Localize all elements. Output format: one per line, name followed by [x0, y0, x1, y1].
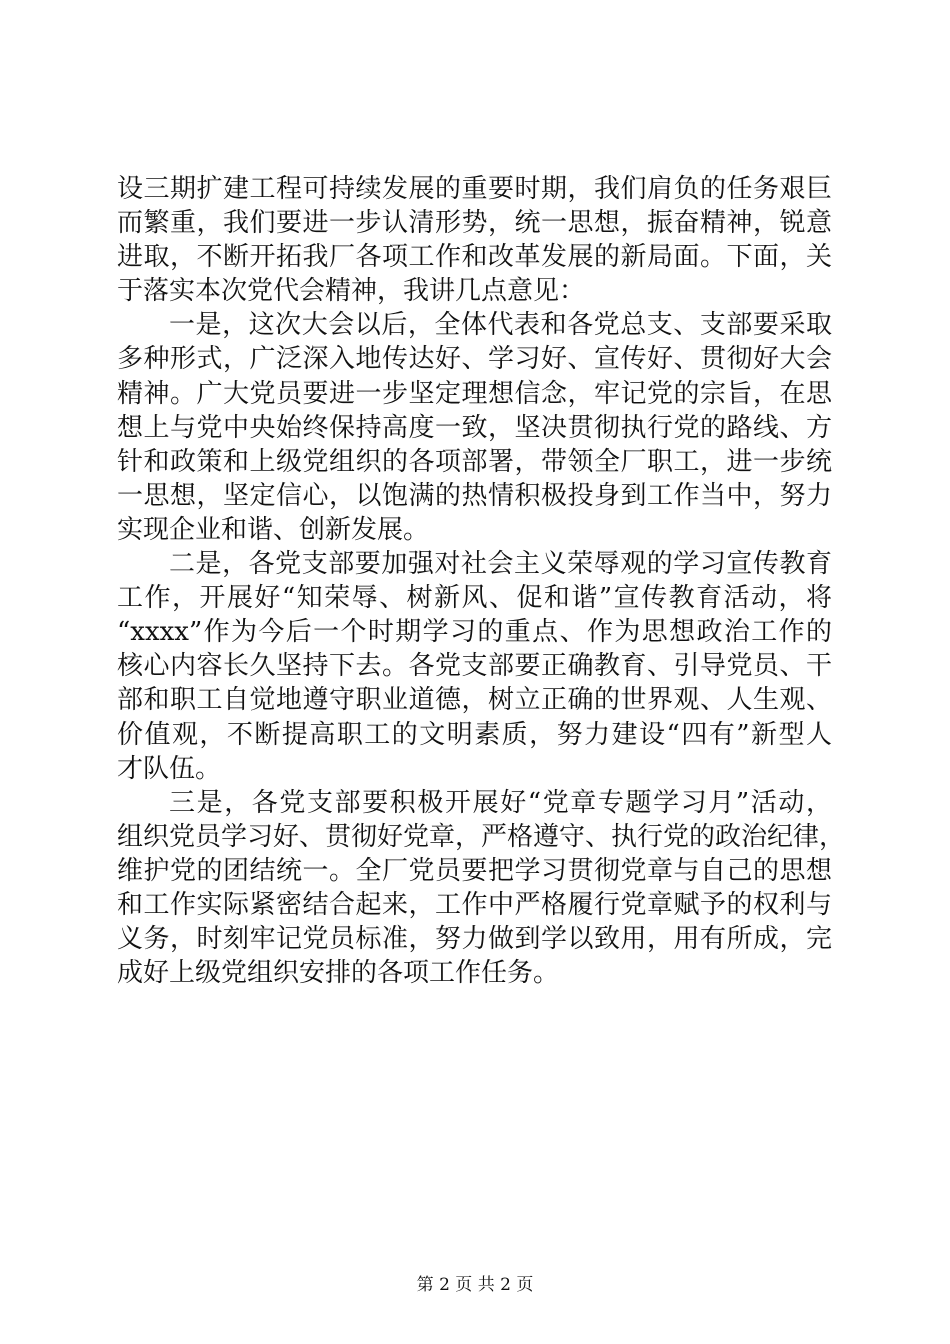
- page-number-label: 第 2 页 共 2 页: [416, 1275, 534, 1295]
- text-line: 成好上级党组织安排的各项工作任务。: [117, 958, 560, 989]
- text-line: 义务，时刻牢记党员标准，努力做到学以致用，用有所成，完: [117, 924, 832, 955]
- text-line: 多种形式，广泛深入地传达好、学习好、宣传好、贯彻好大会: [117, 344, 832, 375]
- text-line: 核心内容长久坚持下去。各党支部要正确教育、引导党员、干: [117, 651, 832, 682]
- text-line: 想上与党中央始终保持高度一致，坚决贯彻执行党的路线、方: [117, 412, 832, 443]
- text-line: 维护党的团结统一。全厂党员要把学习贯彻党章与自己的思想: [117, 855, 832, 886]
- text-line: “xxxx”作为今后一个时期学习的重点、作为思想政治工作的: [117, 617, 832, 648]
- text-line: 一思想，坚定信心，以饱满的热情积极投身到工作当中，努力: [117, 480, 832, 511]
- text-line: 设三期扩建工程可持续发展的重要时期，我们肩负的任务艰巨: [117, 174, 832, 204]
- text-line: 实现企业和谐、创新发展。: [117, 514, 430, 545]
- paragraph-first-line: 一是，这次大会以后，全体代表和各党总支、支部要采取: [169, 310, 832, 341]
- text-line: 价值观，不断提高职工的文明素质，努力建设“四有”新型人: [117, 719, 832, 750]
- text-line: 精神。广大党员要进一步坚定理想信念，牢记党的宗旨，在思: [117, 378, 832, 409]
- text-line: 才队伍。: [117, 753, 222, 784]
- text-line: 而繁重，我们要进一步认清形势，统一思想，振奋精神，锐意: [117, 208, 832, 239]
- page-footer: [0, 1270, 950, 1295]
- text-line: 针和政策和上级党组织的各项部署，带领全厂职工，进一步统: [117, 446, 832, 477]
- text-line: 于落实本次党代会精神，我讲几点意见：: [117, 276, 586, 307]
- text-line: 进取，不断开拓我厂各项工作和改革发展的新局面。下面，关: [117, 242, 832, 273]
- document-body: [117, 172, 846, 990]
- paragraph-first-line: 二是，各党支部要加强对社会主义荣辱观的学习宣传教育: [169, 549, 832, 580]
- text-line: 组织党员学习好、贯彻好党章，严格遵守、执行党的政治纪律，: [117, 821, 846, 852]
- text-line: 工作，开展好“知荣辱、树新风、促和谐”宣传教育活动，将: [117, 583, 832, 614]
- text-line: 和工作实际紧密结合起来，工作中严格履行党章赋予的权利与: [117, 889, 832, 920]
- text-line: 部和职工自觉地遵守职业道德，树立正确的世界观、人生观、: [117, 685, 832, 716]
- paragraph-first-line: 三是，各党支部要积极开展好“党章专题学习月”活动，: [169, 787, 832, 818]
